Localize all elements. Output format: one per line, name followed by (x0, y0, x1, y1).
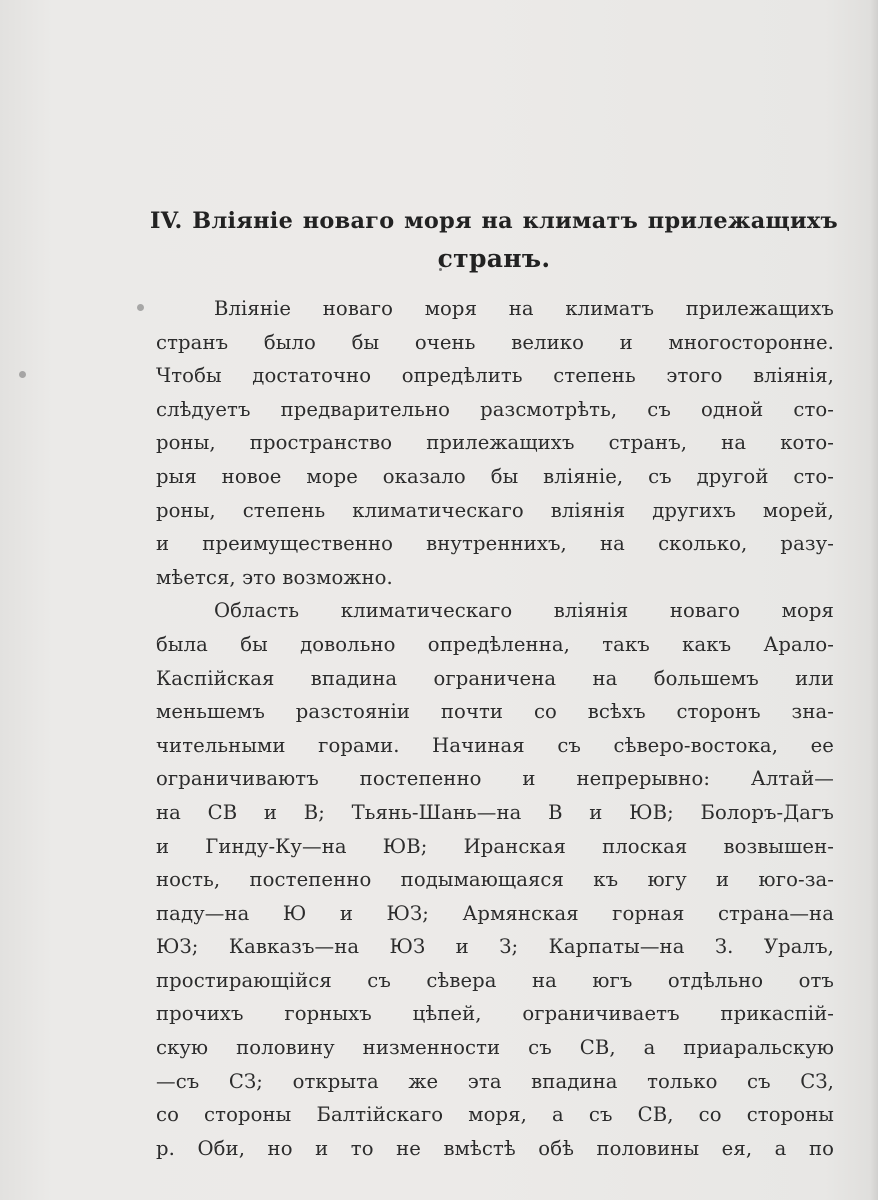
text-line: простирающійся съ сѣвера на югъ отдѣльно отъ (156, 968, 834, 992)
paragraph-1 (156, 292, 834, 594)
page-edge-shadow (870, 0, 878, 1200)
text-line: ЮЗ; Кавказъ—на ЮЗ и З; Карпаты—на З. Уралъ, (156, 935, 834, 959)
text-line: Каспійская впадина ограничена на большемъ или (156, 666, 834, 690)
text-line: паду—на Ю и ЮЗ; Армянская горная страна—на (156, 901, 834, 925)
text-line: роны, пространство прилежащихъ странъ, на кото- (156, 431, 834, 455)
text-line: прочихъ горныхъ цѣпей, ограничиваетъ прикаспій- (156, 1002, 834, 1026)
text-line: Область климатическаго вліянія новаго моря (214, 599, 834, 623)
text-line: мѣется, это возможно. (156, 565, 393, 589)
text-line: со стороны Балтійскаго моря, а съ СВ, со стороны (156, 1103, 834, 1127)
text-line: на СВ и В; Тьянь-Шань—на В и ЮВ; Болоръ-Дагъ (156, 800, 834, 824)
text-line: Вліяніе новаго моря на климатъ прилежащихъ (214, 297, 834, 320)
body-text (156, 292, 834, 1165)
text-line: роны, степень климатическаго вліянія другихъ морей, (156, 498, 834, 522)
section-heading (150, 203, 838, 277)
text-line: Чтобы достаточно опредѣлить степень этого вліянія, (156, 364, 834, 388)
margin-speck (19, 371, 26, 378)
text-line: скую половину низменности съ СВ, а приаральскую (156, 1036, 834, 1060)
section-heading-line-1: IV. Вліяніе новаго моря на климатъ прилежащихъ (150, 208, 838, 234)
text-line: была бы довольно опредѣленна, такъ какъ Арало- (156, 632, 834, 656)
section-heading-line-2: странъ. (437, 244, 551, 273)
text-line: —съ СЗ; открыта же эта впадина только съ СЗ, (156, 1069, 834, 1093)
text-line: чительными горами. Начиная съ сѣверо-востока, ее (156, 733, 834, 757)
paragraph-2 (156, 594, 834, 1165)
text-line: меньшемъ разстояніи почти со всѣхъ сторонъ зна- (156, 700, 834, 724)
text-line: и преимущественно внутреннихъ, на сколько, разу- (156, 532, 834, 556)
text-line: ность, постепенно подымающаяся къ югу и юго-за- (156, 868, 834, 892)
text-line: ограничиваютъ постепенно и непрерывно: Алтай— (156, 767, 834, 791)
text-line: рыя новое море оказало бы вліяніе, съ другой сто- (156, 464, 834, 488)
text-line: странъ было бы очень велико и многосторонне. (156, 330, 834, 354)
text-line: и Гинду-Ку—на ЮВ; Иранская плоская возвышен- (156, 834, 834, 858)
text-line: слѣдуетъ предварительно разсмотрѣть, съ одной сто- (156, 397, 834, 421)
margin-speck (137, 304, 144, 311)
text-line: р. Оби, но и то не вмѣстѣ обѣ половины ея, а по (156, 1136, 834, 1160)
